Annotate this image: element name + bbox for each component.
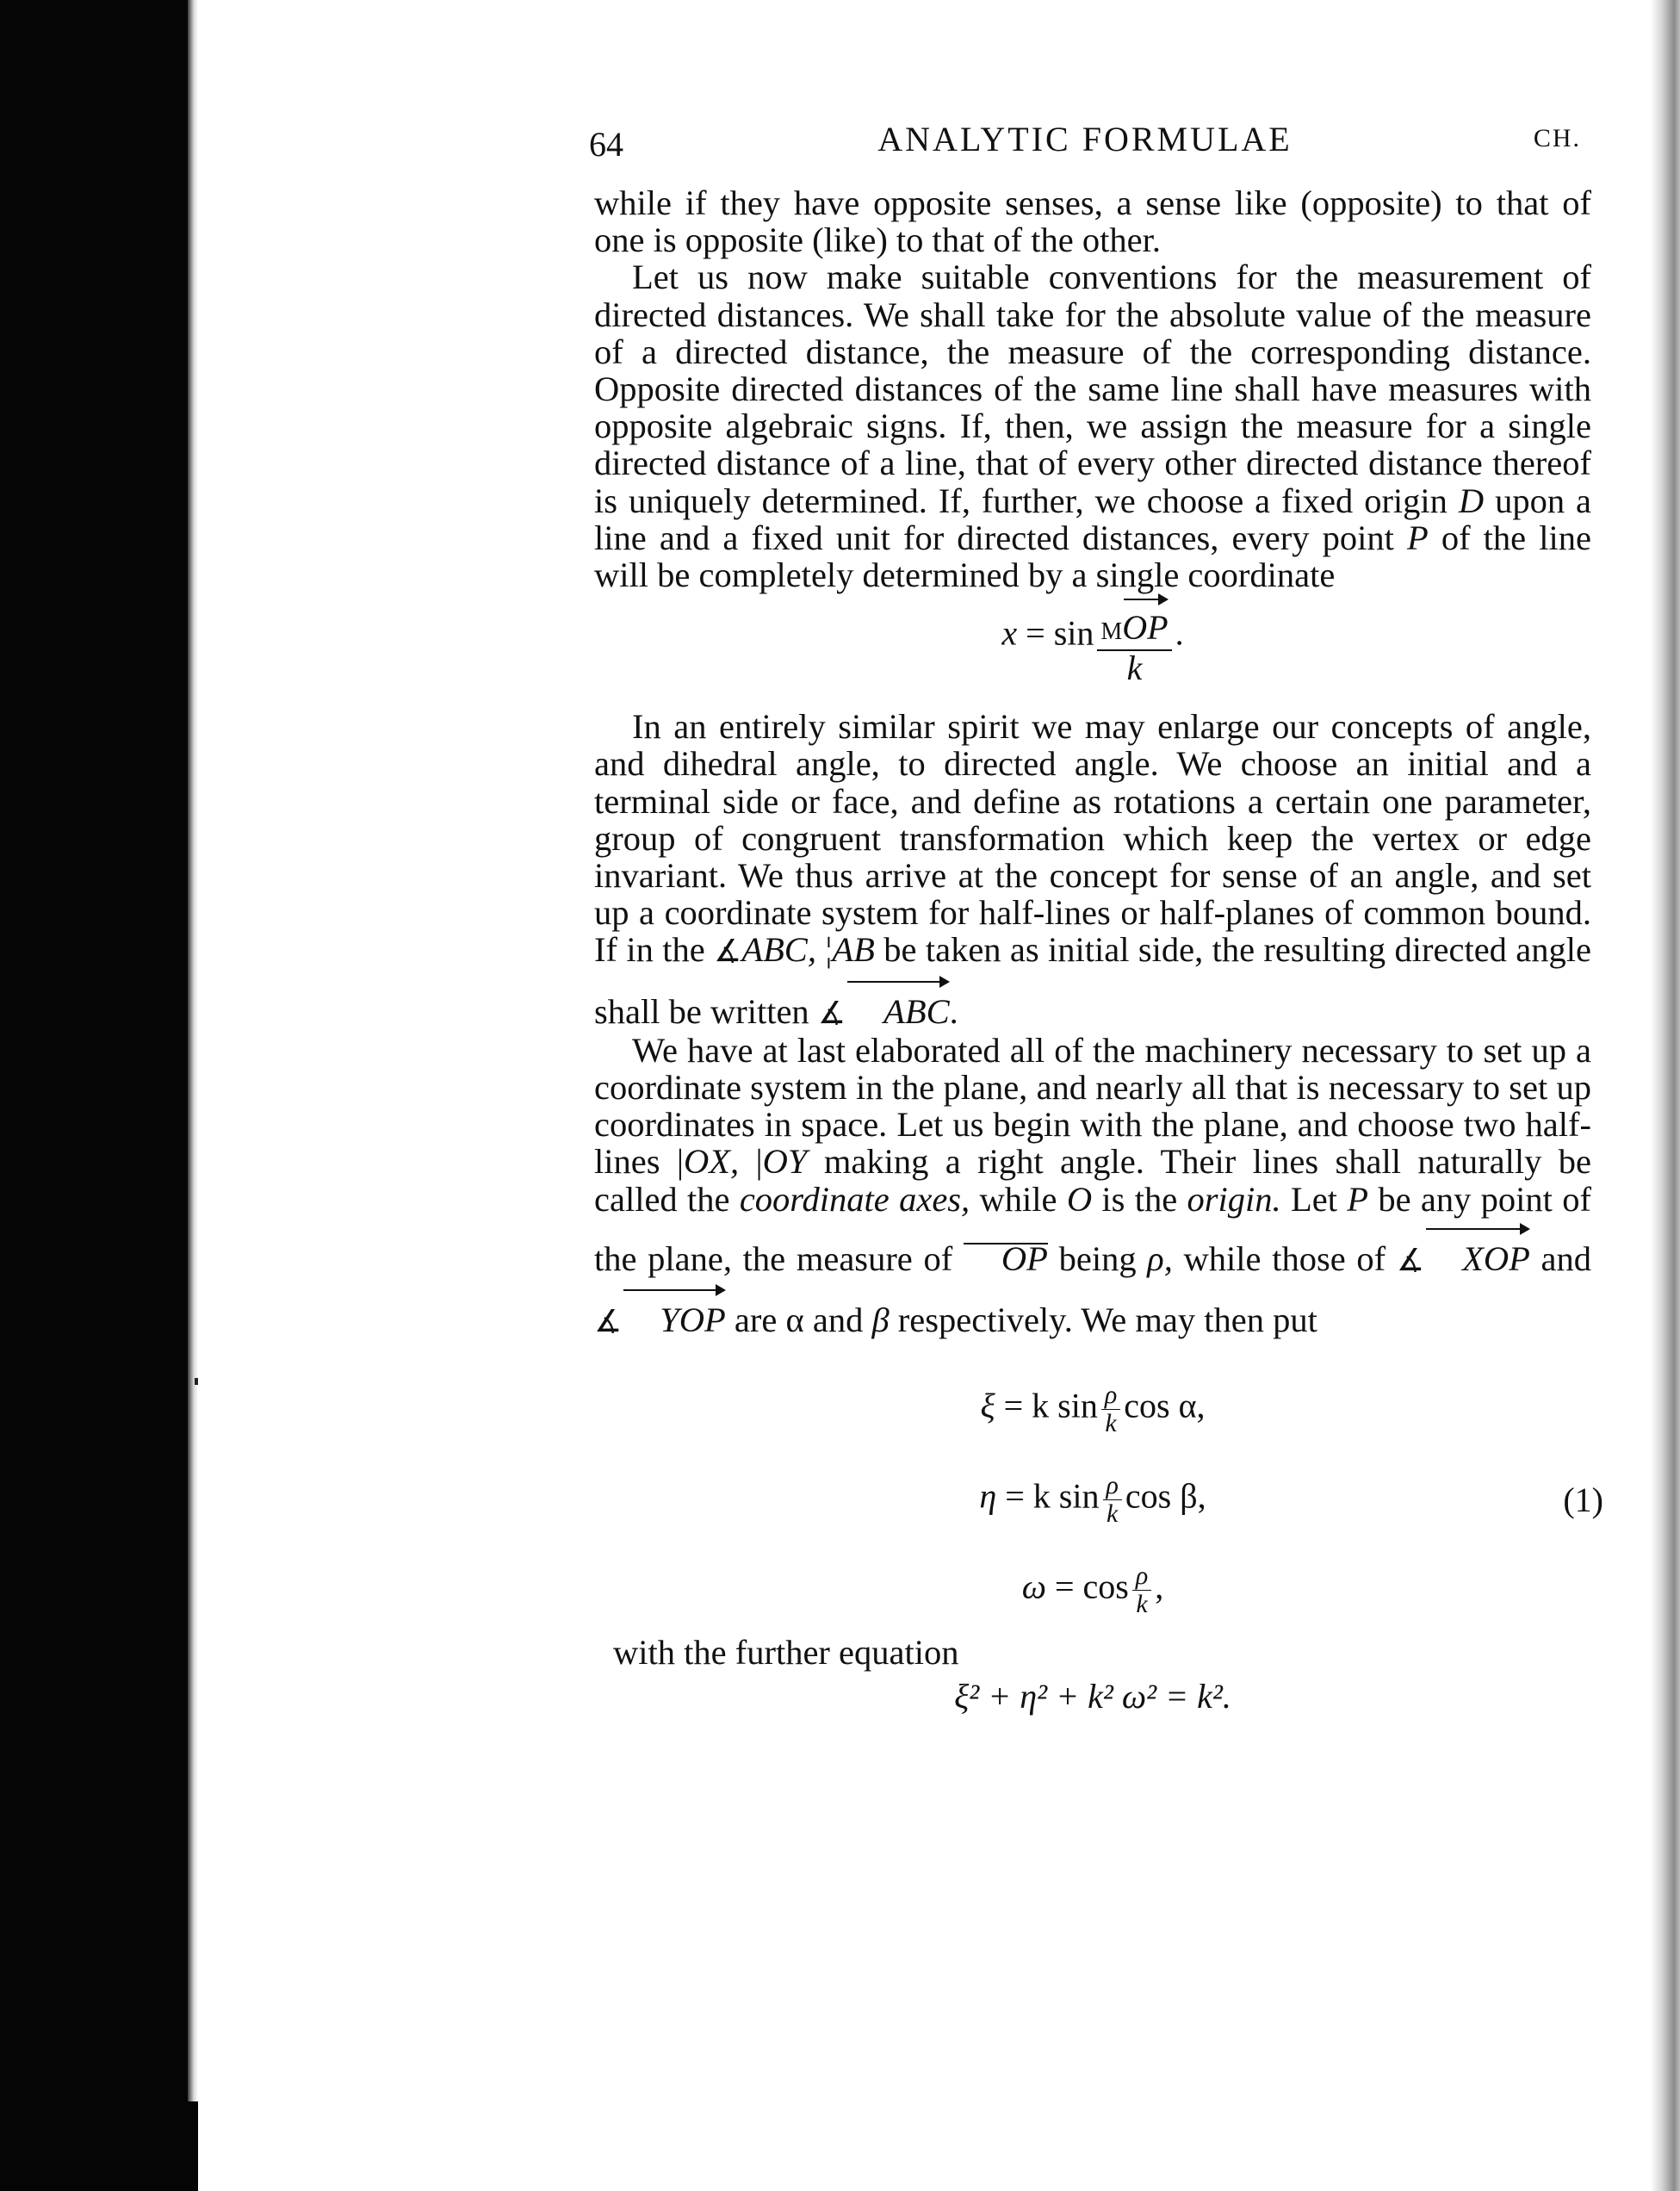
equation-eta bbox=[594, 1471, 1603, 1529]
equation-omega-tail: , bbox=[1155, 1567, 1164, 1606]
fraction-numerator: ρ bbox=[1103, 1472, 1122, 1500]
paragraph-4 bbox=[594, 1032, 1591, 1340]
angle-name: ABC, bbox=[741, 930, 816, 970]
point-symbol: P bbox=[1406, 518, 1429, 557]
paragraph-4-text-j: are bbox=[725, 1300, 786, 1340]
paragraph-3-text: In an entirely similar spirit we may enlarge our concepts of angle, and dihedral angle, to directed angle. We choose an initial and a terminal side or face, and define as rotations a certain one parameter, group of congruent transformation which keep the vertex or edge invariant. We thus arrive at the concept for sense of an angle, and set up a coordinate system for half-lines or half-planes of common bound. If in the bbox=[594, 707, 1591, 970]
paragraph-4-text-h: while those of bbox=[1172, 1238, 1397, 1278]
angle-symbol-yop: ∡ bbox=[594, 1304, 623, 1339]
equation-eta-tail: cos β, bbox=[1125, 1476, 1206, 1516]
origin-o-symbol: O bbox=[1066, 1179, 1093, 1219]
paragraph-4-text-d: is the bbox=[1092, 1179, 1187, 1219]
measure-prefix: M bbox=[1100, 618, 1123, 646]
equation-x-period: . bbox=[1175, 613, 1184, 653]
directed-angle-yop: YOP bbox=[622, 1279, 726, 1338]
point-p-symbol: P bbox=[1347, 1179, 1369, 1219]
equation-xi bbox=[594, 1381, 1591, 1437]
halfline-oy: OY bbox=[762, 1142, 808, 1182]
equation-x-func: sin bbox=[1053, 613, 1094, 653]
page-body bbox=[594, 183, 1603, 1716]
omega-symbol: ω bbox=[1021, 1567, 1046, 1606]
rho-symbol: ρ, bbox=[1147, 1238, 1173, 1278]
angle-symbol-2: ∡ bbox=[817, 995, 846, 1030]
paragraph-4-text-f: be any point of the plane, the measure of bbox=[594, 1179, 1591, 1278]
directed-angle-abc: ABC bbox=[846, 971, 950, 1030]
halfline-ox-mark: | bbox=[676, 1142, 685, 1182]
paragraph-4-text: We have at last elaborated all of the machinery necessary to set up a coordinate system in the plane, and nearly all that is necessary to set up coordinates in space. Let us begin with the plane, and choose two half-lines bbox=[594, 1030, 1591, 1182]
paragraph-4-text-g: being bbox=[1047, 1238, 1148, 1278]
equation-omega bbox=[594, 1562, 1591, 1618]
origin-symbol: D bbox=[1458, 481, 1485, 520]
xi-symbol: ξ bbox=[980, 1386, 995, 1425]
term-origin: origin. bbox=[1187, 1179, 1281, 1219]
paragraph-5: with the further equation bbox=[613, 1633, 959, 1673]
beta-symbol: β bbox=[871, 1300, 890, 1340]
paragraph-3-text-b: be taken as initial side, the resulting directed angle shall be written bbox=[594, 930, 1591, 1031]
rho-over-k-fraction bbox=[1132, 1562, 1151, 1618]
paragraph-3 bbox=[594, 708, 1591, 1032]
paragraph-4-text-i: and bbox=[1529, 1238, 1591, 1278]
paragraph-3-text-c: . bbox=[949, 991, 958, 1031]
paragraph-4-text-k: and bbox=[803, 1300, 872, 1340]
rho-over-k-fraction bbox=[1103, 1472, 1122, 1528]
paragraph-2-text: Let us now make suitable conventions for the measurement of directed distances. We shall take for the absolute value of the measure of a directed distance, the measure of the corresponding distance. Opposite directed distances of the same line shall have measures with opposite algebraic signs. If, then, we assign the measure for a single directed distance of a line, that of every other directed distance thereof is uniquely determined. If, further, we choose a fixed origin bbox=[594, 258, 1591, 520]
eta-symbol: η bbox=[979, 1476, 997, 1516]
equation-number: (1) bbox=[1563, 1480, 1603, 1519]
halfline-ox: OX, bbox=[684, 1142, 740, 1182]
paragraph-4-text-e: Let bbox=[1280, 1179, 1348, 1219]
paragraph-4-text-c: while bbox=[970, 1179, 1067, 1219]
paragraph-4-text-l: respectively. We may then put bbox=[889, 1300, 1317, 1340]
paragraph-1: while if they have opposite senses, a sense like (opposite) to that of one is opposite (like) to that of the other. bbox=[594, 183, 1591, 260]
equation-xi-tail: cos α, bbox=[1124, 1386, 1206, 1425]
equation-x-lhs: x bbox=[1001, 613, 1018, 653]
paragraph-2 bbox=[594, 258, 1591, 593]
page-number: 64 bbox=[589, 125, 623, 164]
halfline-name: AB bbox=[832, 930, 875, 970]
alpha-symbol: α bbox=[785, 1300, 804, 1340]
equation-x-denominator: k bbox=[1126, 649, 1143, 688]
paragraph-4-text-b: making a right angle. Their lines shall naturally be called the bbox=[594, 1142, 1591, 1219]
equation-x-equals: = bbox=[1026, 613, 1045, 653]
running-header bbox=[589, 119, 1581, 171]
directed-angle-xop: XOP bbox=[1424, 1218, 1530, 1277]
angle-symbol: ∡ bbox=[714, 934, 742, 969]
segment-op: OP bbox=[964, 1243, 1048, 1274]
angle-symbol-xop: ∡ bbox=[1396, 1242, 1425, 1277]
directed-op-vector: OP bbox=[1122, 588, 1168, 645]
fraction-denominator: k bbox=[1136, 1590, 1148, 1619]
running-title: ANALYTIC FORMULAE bbox=[877, 120, 1293, 158]
equation-eta-rhs: = k sin bbox=[1005, 1476, 1100, 1516]
rho-over-k-fraction bbox=[1101, 1381, 1120, 1437]
fraction-denominator: k bbox=[1105, 1409, 1117, 1438]
paragraph-2-text-c: of the line will be completely determined by a single coordinate bbox=[594, 518, 1591, 595]
equation-xi-rhs: = k sin bbox=[1003, 1386, 1098, 1425]
paragraph-2-text-b: upon a line and a fixed unit for directed distances, every point bbox=[594, 481, 1591, 557]
halfline-oy-mark: | bbox=[755, 1142, 763, 1182]
fraction-denominator: k bbox=[1107, 1499, 1119, 1529]
halfline-mark: ¦ bbox=[825, 930, 833, 970]
fraction-numerator: ρ bbox=[1101, 1381, 1120, 1410]
equation-x bbox=[594, 588, 1591, 686]
equation-omega-rhs: = cos bbox=[1054, 1567, 1129, 1606]
term-coordinate-axes: coordinate axes, bbox=[739, 1179, 970, 1219]
chapter-mark: CH. bbox=[1533, 124, 1581, 152]
equation-x-fraction bbox=[1097, 588, 1171, 686]
equation-final: ξ² + η² + k² ω² = k². bbox=[954, 1677, 1231, 1716]
fraction-numerator: ρ bbox=[1132, 1562, 1151, 1591]
